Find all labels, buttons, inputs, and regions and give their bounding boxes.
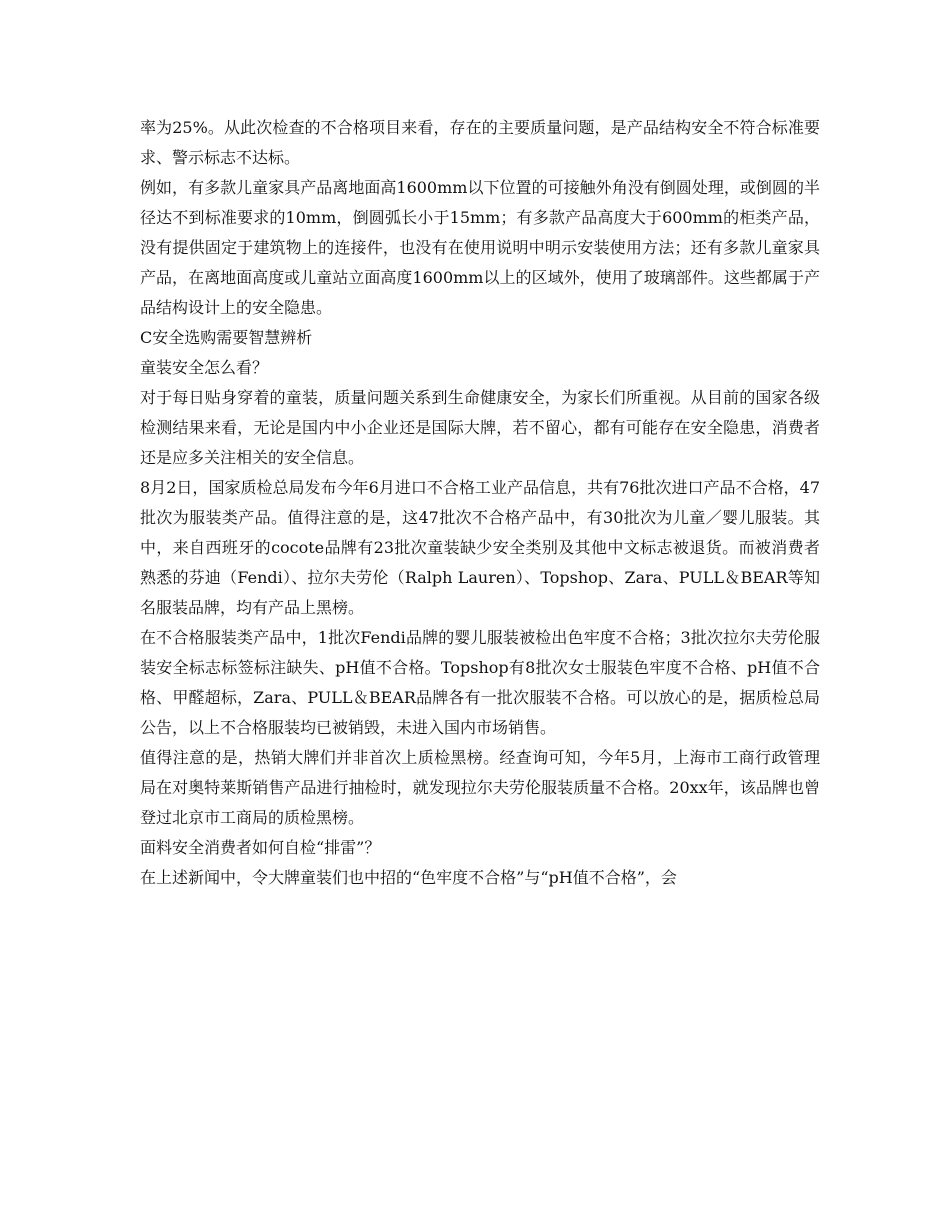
section-heading-c: C安全选购需要智慧辨析 [140,328,313,347]
paragraph-4: 8月2日，国家质检总局发布今年6月进口不合格工业产品信息，共有76批次进口产品不合格，47批次为服装类产品。值得注意的是，这47批次不合格产品中，有30批次为儿童／婴儿服装。其中，来自西班牙的cocote品牌有23批次童装缺少安全类别及其他中文标志被退货。而被消费者熟悉的芬迪（Fendi）、拉尔夫劳伦（Ralph Lauren）、Topshop、Zara、PULL＆BEAR等知名服装品牌，均有产品上黑榜。 [140,478,820,617]
paragraph-1: 率为25%。从此次检查的不合格项目来看，存在的主要质量问题，是产品结构安全不符合标准要求、警示标志不达标。 [140,118,820,167]
paragraph-5: 在不合格服装类产品中，1批次Fendi品牌的婴儿服装被检出色牢度不合格；3批次拉尔夫劳伦服装安全标志标签标注缺失、pH值不合格。Topshop有8批次女士服装色牢度不合格、pH值不合格、甲醛超标，Zara、PULL＆BEAR品牌各有一批次服装不合格。可以放心的是，据质检总局公告，以上不合格服装均已被销毁，未进入国内市场销售。 [140,628,820,737]
paragraph-3: 对于每日贴身穿着的童装，质量问题关系到生命健康安全，为家长们所重视。从目前的国家各级检测结果来看，无论是国内中小企业还是国际大牌，若不留心，都有可能存在安全隐患，消费者还是应多关注相关的安全信息。 [140,388,820,467]
paragraph-2: 例如，有多款儿童家具产品离地面高1600mm以下位置的可接触外角没有倒圆处理，或倒圆的半径达不到标准要求的10mm，倒圆弧长小于15mm；有多款产品高度大于600mm的柜类产品，没有提供固定于建筑物上的连接件，也没有在使用说明中明示安装使用方法；还有多款儿童家具产品，在离地面高度或儿童站立面高度1600mm以上的区域外，使用了玻璃部件。这些都属于产品结构设计上的安全隐患。 [140,178,820,317]
document-body [140,113,820,893]
subheading-kids-clothing: 童装安全怎么看？ [140,358,269,377]
paragraph-6: 值得注意的是，热销大牌们并非首次上质检黑榜。经查询可知，今年5月，上海市工商行政管理局在对奥特莱斯销售产品进行抽检时，就发现拉尔夫劳伦服装质量不合格。20xx年，该品牌也曾登过北京市工商局的质检黑榜。 [140,748,820,827]
paragraph-7: 在上述新闻中，令大牌童装们也中招的“色牢度不合格”与“pH值不合格”，会 [140,868,677,887]
subheading-fabric-safety: 面料安全消费者如何自检“排雷”？ [140,838,381,857]
